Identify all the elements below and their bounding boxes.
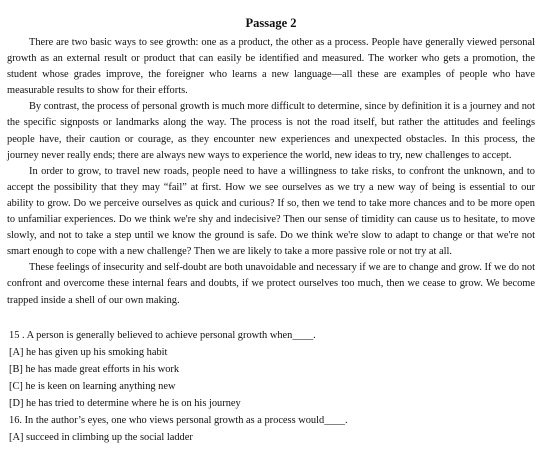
passage-title: Passage 2 — [245, 16, 297, 30]
paragraph-4: These feelings of insecurity and self-doubt are both unavoidable and necessary if we are to change and grow. If we do not confront and overcome these internal fears and doubts, if we protect ourselves too much, then we cease to grow. We become trapped inside a shell of our own making. — [7, 262, 535, 306]
section-gap — [7, 309, 535, 327]
question-16: 16. In the author’s eyes, one who views personal growth as a process would____. — [9, 414, 348, 426]
passage-body — [7, 35, 535, 309]
question-15-option-d: [D] he has tried to determine where he is on his journey — [9, 397, 241, 409]
question-15-option-a: [A] he has given up his smoking habit — [9, 346, 168, 358]
paragraph-2: By contrast, the process of personal growth is much more difficult to determine, since by definition it is a journey and not the specific signposts or landmarks along the way. The process is not the road itself, but rather the attitudes and feelings people have, their caution or courage, as they encounter new experiences and unexpected obstacles. In this process, the journey never really ends; there are always new ways to experience the world, new ideas to try, new challenges to accept. — [7, 101, 535, 161]
question-15-option-b: [B] he has made great efforts in his work — [9, 363, 180, 375]
question-15-option-c: [C] he is keen on learning anything new — [9, 380, 176, 392]
questions-section — [7, 327, 535, 446]
paragraph-1: There are two basic ways to see growth: one as a product, the other as a process. People have generally viewed personal growth as an external result or product that can easily be identified and measured. The worker who gets a promotion, the student whose grades improve, the foreigner who learns a new language—all these are examples of people who have measurable results to show for their efforts. — [7, 37, 535, 97]
question-15: 15 . A person is generally believed to achieve personal growth when____. — [9, 329, 316, 341]
paragraph-3: In order to grow, to travel new roads, people need to have a willingness to take risks, to confront the unknown, and to accept the possibility that they may “fail” at first. How we see ourselves as we try a new way of being is essential to our ability to grow. Do we perceive ourselves as quick and curious? If so, then we tend to take more chances and to be more open to unfamiliar experiences. Do we think we're shy and indecisive? Then our sense of timidity can cause us to hesitate, to move slowly, and not to take a step until we know the ground is safe. Do we think we're slow to adapt to change or that we're not smart enough to cope with a new challenge? Then we are likely to take a more passive role or not try at all. — [7, 165, 535, 258]
question-16-option-a: [A] succeed in climbing up the social ladder — [9, 431, 193, 443]
